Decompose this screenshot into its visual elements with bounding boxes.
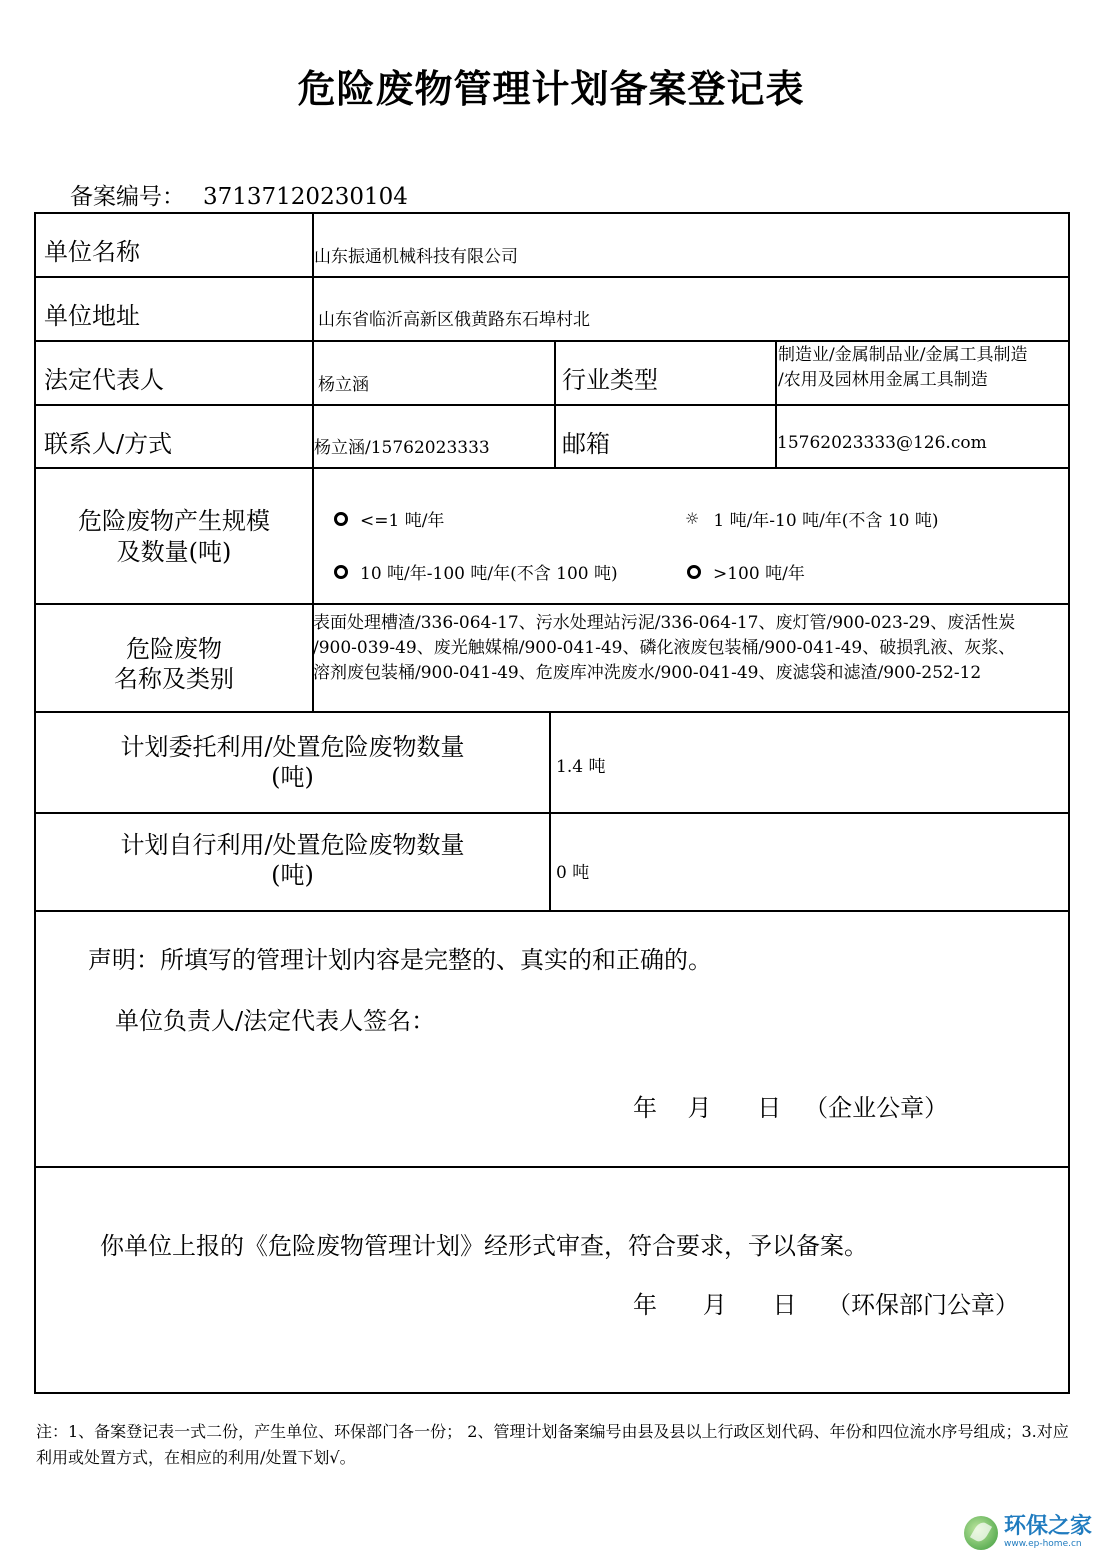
waste-names-value — [313, 611, 1068, 686]
industry-label: 行业类型 — [562, 366, 658, 394]
table-border-bottom — [34, 1392, 1070, 1394]
email-value: 15762023333@126.com — [777, 433, 987, 453]
watermark-url: www.ep-home.cn — [1003, 1539, 1082, 1549]
watermark-logo — [964, 1515, 1092, 1550]
industry-value — [778, 343, 1027, 393]
row-divider — [34, 467, 1070, 469]
registration-value: 37137120230104 — [203, 184, 408, 210]
unit-name-label: 单位名称 — [44, 238, 140, 266]
waste-names-label — [36, 634, 312, 694]
scale-label — [36, 506, 312, 568]
entrusted-label-line: (吨) — [271, 763, 314, 791]
scale-label-line: 危险废物产生规模 — [78, 507, 270, 535]
row-divider — [34, 812, 1070, 814]
table-border-left — [34, 212, 36, 1394]
entrusted-label-line: 计划委托利用/处置危险废物数量 — [120, 733, 465, 761]
document-title: 危险废物管理计划备案登记表 — [297, 67, 805, 111]
row-divider — [34, 910, 1070, 912]
enterprise-date-stamp: 年 月 日 （企业公章） — [633, 1094, 949, 1122]
industry-line: 制造业/金属制品业/金属工具制造 — [778, 345, 1028, 365]
scale-option-1[interactable] — [334, 506, 444, 531]
row-divider — [34, 1166, 1070, 1168]
row-divider — [34, 711, 1070, 713]
unit-address-value: 山东省临沂高新区俄黄路东石埠村北 — [318, 310, 590, 330]
footnote: 注：1、备案登记表一式二份，产生单位、环保部门各一份； 2、管理计划备案编号由县及县以上行政区划代码、年份和四位流水序号组成；3.对应利用或处置方式，在相应的利用/处置下划√。 — [36, 1422, 1069, 1467]
self-disposal-label — [36, 830, 549, 890]
self-disposal-label-line: (吨) — [271, 861, 314, 889]
row-divider — [34, 404, 1070, 406]
signature-label: 单位负责人/法定代表人签名： — [115, 1007, 436, 1035]
waste-names-line: 表面处理槽渣/336-064-17、污水处理站污泥/336-064-17、废灯管/900-023-29、废活性炭 — [313, 613, 1016, 633]
row-divider — [34, 603, 1070, 605]
scale-label-line: 及数量(吨) — [116, 538, 232, 566]
watermark-name: 环保之家 — [1003, 1514, 1092, 1539]
registration-label: 备案编号： — [70, 184, 185, 210]
self-disposal-label-line: 计划自行利用/处置危险废物数量 — [120, 831, 465, 859]
row-divider — [34, 340, 1070, 342]
approval-text: 你单位上报的《危险废物管理计划》经形式审查，符合要求，予以备案。 — [100, 1232, 868, 1260]
scale-option-4[interactable] — [687, 559, 805, 584]
scale-option-3[interactable] — [334, 559, 618, 584]
waste-names-line: /900-039-49、废光触媒棉/900-041-49、磷化液废包装桶/900-041-49、破损乳液、灰浆、 — [313, 638, 1016, 658]
scale-option-label: <=1 吨/年 — [360, 511, 445, 531]
registration-number — [70, 178, 408, 211]
entrusted-value: 1.4 吨 — [556, 757, 606, 777]
scale-option-2[interactable] — [685, 506, 939, 531]
waste-names-line: 溶剂废包装桶/900-041-49、危废库冲洗废水/900-041-49、废滤袋和滤渣/900-252-12 — [313, 663, 982, 683]
unit-name-value: 山东振通机械科技有限公司 — [314, 247, 518, 267]
waste-names-label-line: 名称及类别 — [114, 665, 234, 693]
scale-option-label: 10 吨/年-100 吨/年(不含 100 吨) — [360, 564, 618, 584]
legal-rep-label: 法定代表人 — [44, 366, 164, 394]
col-divider — [554, 340, 556, 468]
radio-unselected-icon: ☼ — [685, 509, 700, 528]
col-divider — [549, 711, 551, 911]
authority-date-stamp: 年 月 日 （环保部门公章） — [633, 1291, 1020, 1319]
contact-label: 联系人/方式 — [44, 430, 173, 458]
radio-selected-icon — [334, 512, 348, 526]
table-border-right — [1068, 212, 1070, 1394]
col-divider — [312, 212, 314, 604]
scale-option-label: >100 吨/年 — [713, 564, 805, 584]
waste-names-label-line: 危险废物 — [126, 635, 222, 663]
legal-rep-value: 杨立涵 — [318, 375, 369, 395]
radio-icon — [687, 565, 701, 579]
self-disposal-value: 0 吨 — [556, 863, 590, 883]
entrusted-label — [36, 732, 549, 792]
scale-option-label: 1 吨/年-10 吨/年(不含 10 吨) — [713, 511, 939, 531]
radio-icon — [334, 565, 348, 579]
contact-value: 杨立涵/15762023333 — [314, 438, 490, 458]
table-border-top — [34, 212, 1070, 214]
unit-address-label: 单位地址 — [44, 302, 140, 330]
email-label: 邮箱 — [562, 430, 610, 458]
industry-line: /农用及园林用金属工具制造 — [778, 370, 988, 390]
declaration-statement: 声明：所填写的管理计划内容是完整的、真实的和正确的。 — [88, 946, 712, 974]
leaf-logo-icon — [964, 1516, 998, 1550]
row-divider — [34, 276, 1070, 278]
